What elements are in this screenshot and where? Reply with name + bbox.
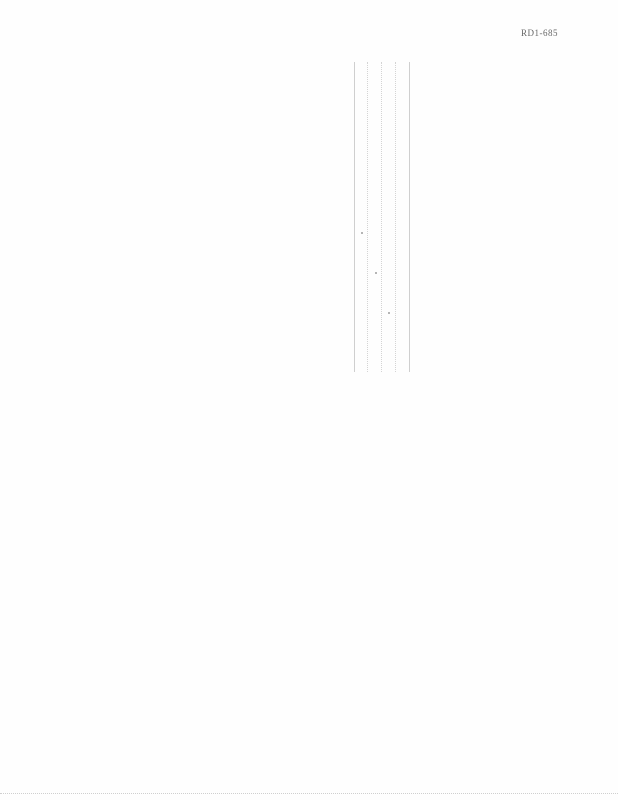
- text-column-right-upper: [430, 452, 558, 782]
- table-mark: [361, 232, 363, 234]
- table-cells: [355, 62, 409, 372]
- page-bottom-rule: [0, 793, 618, 794]
- text-column-left: [120, 62, 334, 312]
- data-table: [354, 62, 410, 372]
- document-id: RD1-685: [521, 28, 558, 38]
- table-mark: [375, 272, 377, 274]
- table-mark: [388, 312, 390, 314]
